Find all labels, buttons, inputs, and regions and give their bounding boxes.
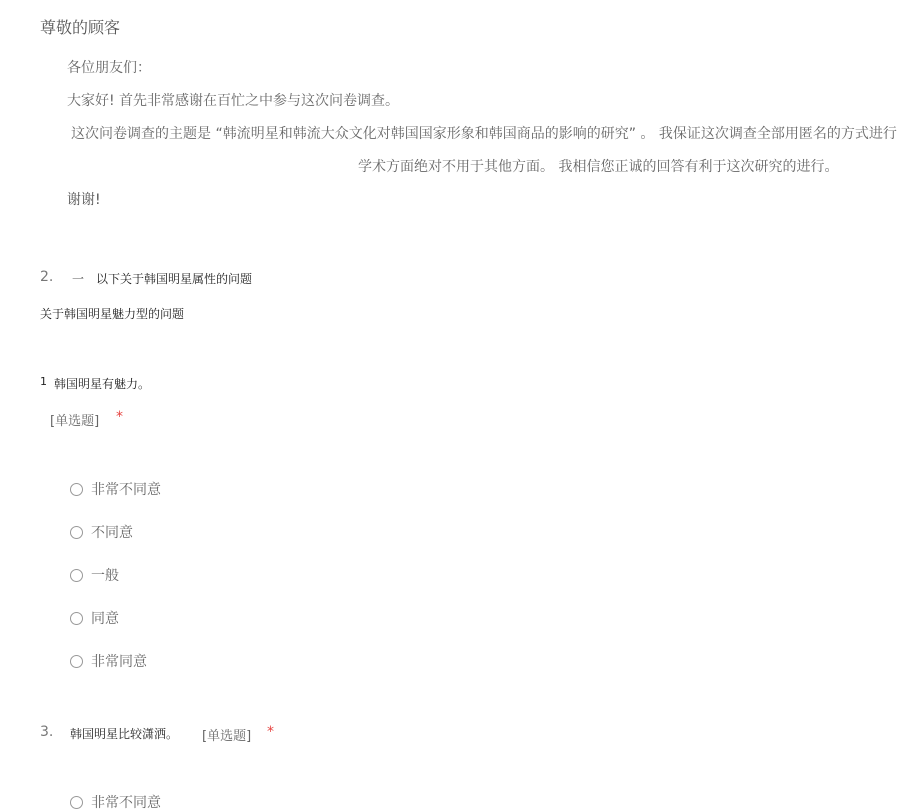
question-type-label: [单选题] <box>50 414 100 429</box>
section-title: 一 以下关于韩国明星属性的问题 <box>72 272 253 286</box>
intro-paragraph: 这次问卷调查的主题是 “韩流明星和韩流大众文化对韩国国家形象和韩国商品的影响的研究” 。 我保证这次调查全部用匿名的方式进行 <box>71 126 897 142</box>
question-number: 3. <box>40 724 54 740</box>
option-strongly-disagree[interactable] <box>70 479 161 499</box>
section-number: 2. <box>40 269 54 285</box>
intro-paragraph: 各位朋友们： <box>67 60 151 76</box>
intro-thanks: 谢谢! <box>67 192 101 208</box>
option-agree[interactable] <box>70 608 119 628</box>
required-marker: * <box>116 409 123 425</box>
radio-button[interactable] <box>70 483 83 496</box>
question-title: 韩国明星比较潇洒。 <box>70 727 179 741</box>
question-number: 1 <box>40 375 47 388</box>
radio-button[interactable] <box>70 612 83 625</box>
option-label: 非常同意 <box>91 654 147 670</box>
option-strongly-disagree[interactable] <box>70 792 161 812</box>
option-label: 一般 <box>91 568 119 584</box>
radio-button[interactable] <box>70 796 83 809</box>
radio-button[interactable] <box>70 526 83 539</box>
option-disagree[interactable] <box>70 522 133 542</box>
radio-button[interactable] <box>70 569 83 582</box>
intro-paragraph: 学术方面绝对不用于其他方面。 我相信您正诚的回答有利于这次研究的进行。 <box>358 159 839 175</box>
question-title: 韩国明星有魅力。 <box>54 377 151 391</box>
greeting-heading: 尊敬的顾客 <box>40 18 121 37</box>
question-type-label: [单选题] <box>202 729 252 744</box>
option-strongly-agree[interactable] <box>70 651 147 671</box>
option-neutral[interactable] <box>70 565 119 585</box>
option-label: 非常不同意 <box>91 795 161 811</box>
option-label: 不同意 <box>91 525 133 541</box>
option-label: 非常不同意 <box>91 482 161 498</box>
option-label: 同意 <box>91 611 119 627</box>
radio-button[interactable] <box>70 655 83 668</box>
section-subtitle: 关于韩国明星魅力型的问题 <box>40 307 185 321</box>
intro-paragraph: 大家好! 首先非常感谢在百忙之中参与这次问卷调查。 <box>67 93 400 109</box>
required-marker: * <box>267 724 274 740</box>
